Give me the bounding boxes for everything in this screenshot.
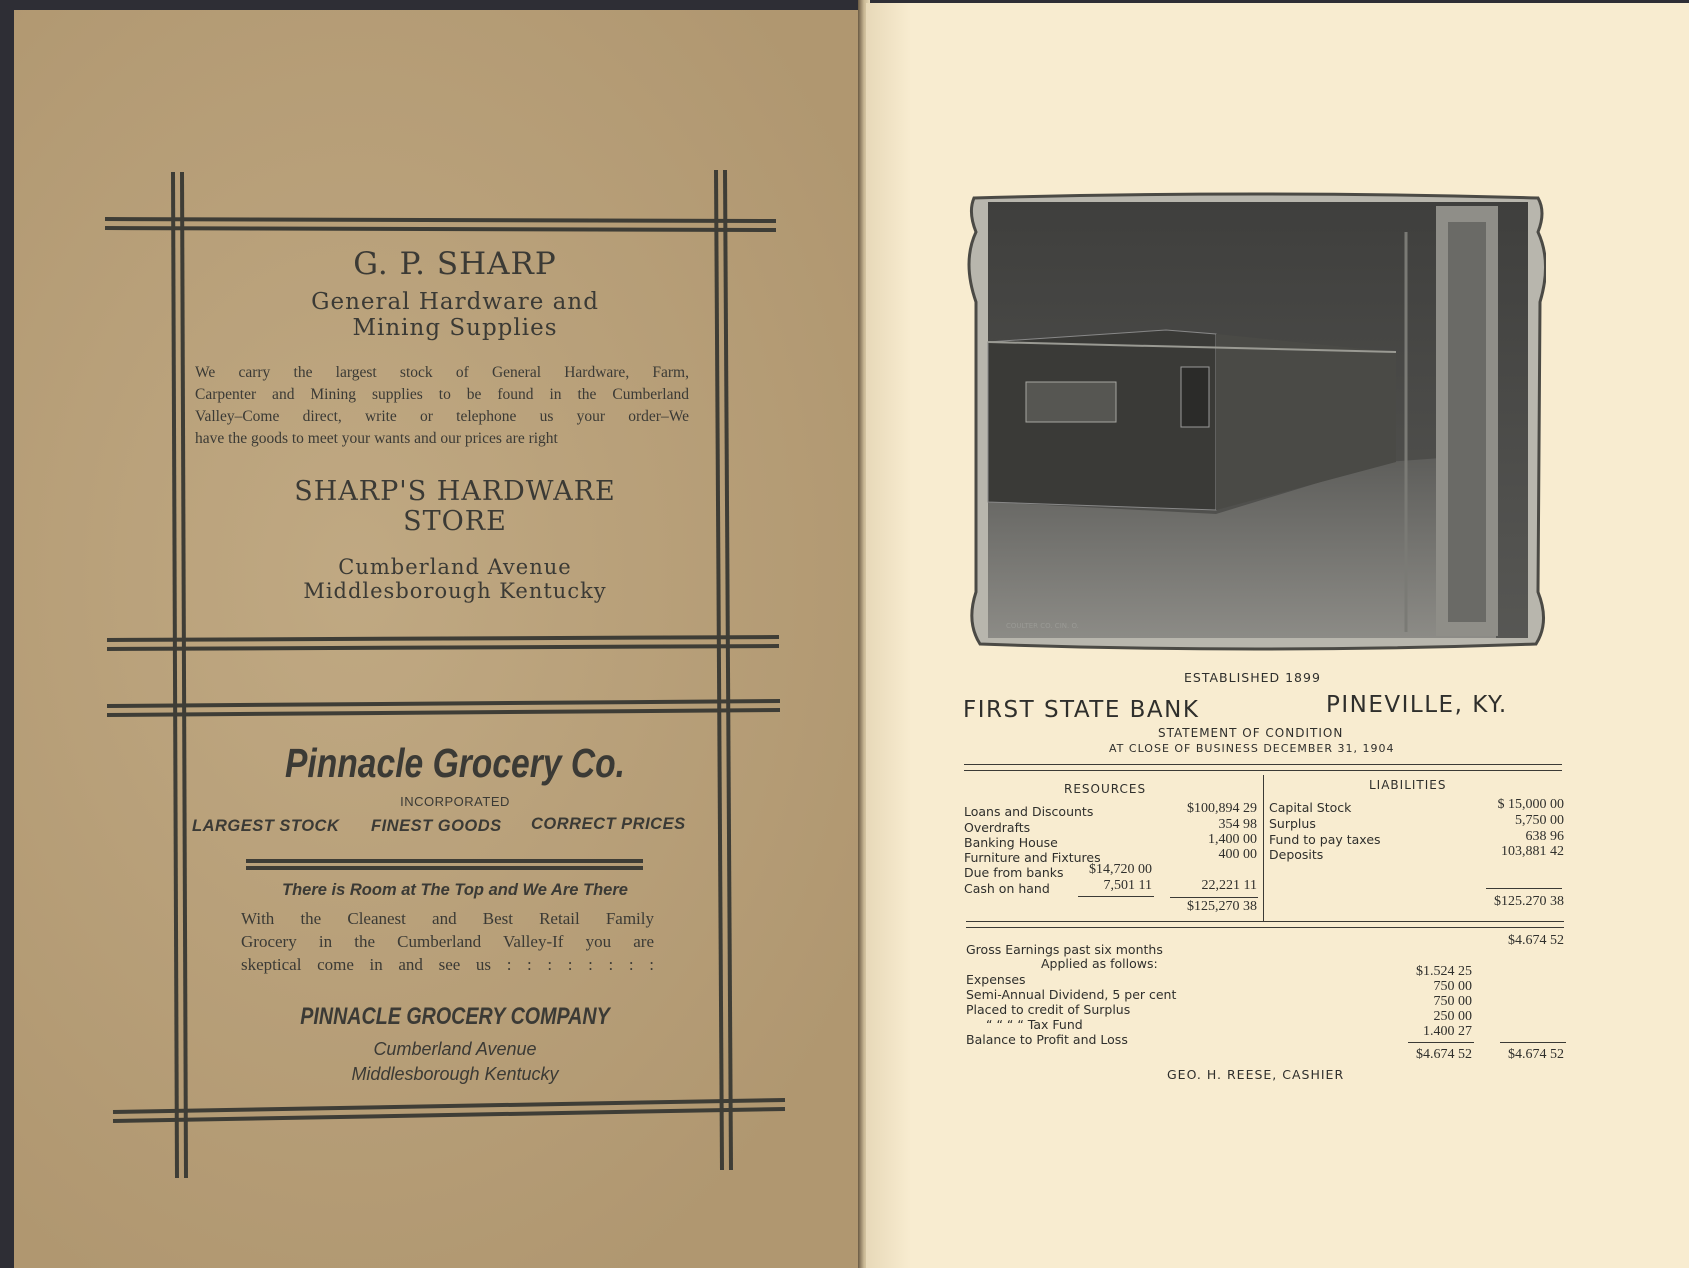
bank-established: ESTABLISHED 1899 <box>1184 670 1321 685</box>
liabilities-total-rule <box>1486 888 1562 889</box>
application-value: 750 00 <box>1433 979 1472 994</box>
table-column-divider <box>1263 775 1264 921</box>
sharp-address-1: Cumberland Avenue <box>338 555 572 579</box>
resource-label: Furniture and Fixtures <box>964 850 1101 865</box>
grocery-ad-title: Pinnacle Grocery Co. <box>284 740 626 786</box>
frame-top-rail-1 <box>105 219 776 221</box>
applications-total-rule <box>1408 1042 1474 1043</box>
frame-right-outer <box>725 170 731 1170</box>
bank-name: FIRST STATE BANK <box>963 697 1200 723</box>
grocery-company-name: PINNACLE GROCERY COMPANY <box>300 1003 610 1030</box>
sharp-store-name-2: STORE <box>403 506 507 537</box>
statement-title: STATEMENT OF CONDITION <box>1158 726 1344 740</box>
grocery-tagline: There is Room at The Top and We Are There <box>282 881 628 899</box>
liability-value: $ 15,000 00 <box>1497 797 1564 812</box>
grocery-incorporated: INCORPORATED <box>400 794 510 809</box>
cashier-signature-line: GEO. H. REESE, CASHIER <box>1167 1067 1345 1082</box>
frame-mid-rail-2 <box>107 646 779 649</box>
gross-total: $4.674 52 <box>1508 1047 1564 1062</box>
frame-left-outer <box>173 172 177 1178</box>
liabilities-header: LIABILITIES <box>1369 778 1447 792</box>
resource-label: Due from banks <box>964 865 1064 880</box>
sharp-ad-subtitle-1: General Hardware and <box>311 289 599 315</box>
resource-label: Cash on hand <box>964 881 1050 896</box>
frame-left-inner <box>182 172 186 1178</box>
resource-label: Loans and Discounts <box>964 804 1094 819</box>
subtotal-rule <box>1078 896 1154 897</box>
sharp-ad-body-line-4: have the goods to meet your wants and our prices are right <box>195 430 558 447</box>
sharp-ad-body-line-1: We carry the largest stock of General Hardware, Farm, <box>195 364 689 381</box>
bank-city: PINEVILLE, KY. <box>1326 692 1508 718</box>
grocery-slogan-3: CORRECT PRICES <box>531 815 686 833</box>
frame-top-rail-2 <box>105 228 776 230</box>
application-value: 750 00 <box>1433 994 1472 1009</box>
resource-subvalue: $14,720 00 <box>1089 862 1152 877</box>
earnings-top-rule-2 <box>966 927 1564 928</box>
grocery-slogan-1: LARGEST STOCK <box>192 817 340 835</box>
gross-total-rule <box>1500 1042 1566 1043</box>
liability-label: Surplus <box>1269 816 1316 831</box>
frame-mid-rail-3 <box>107 701 780 706</box>
application-label: “ “ “ “ Tax Fund <box>986 1017 1083 1032</box>
application-value: $1.524 25 <box>1416 964 1472 979</box>
grocery-slogan-2: FINEST GOODS <box>371 817 502 835</box>
resources-total-rule <box>1170 897 1258 898</box>
grocery-body-line-2: Grocery in the Cumberland Valley-If you are <box>241 932 654 951</box>
resource-value: 354 98 <box>1218 817 1257 832</box>
gross-earnings-value: $4.674 52 <box>1508 933 1564 948</box>
resource-label: Banking House <box>964 835 1058 850</box>
frame-mid-rail-1 <box>107 637 779 640</box>
grocery-address-1: Cumberland Avenue <box>373 1039 537 1059</box>
sharp-ad-subtitle-2: Mining Supplies <box>352 315 558 341</box>
applications-total: $4.674 52 <box>1416 1047 1472 1062</box>
application-value: 250 00 <box>1433 1009 1472 1024</box>
application-value: 1.400 27 <box>1423 1024 1472 1039</box>
sharp-ad-body-line-3: Valley–Come direct, write or telephone us your order–We <box>195 408 689 425</box>
application-label: Expenses <box>966 972 1026 987</box>
liability-label: Capital Stock <box>1269 800 1352 815</box>
gross-earnings-label: Gross Earnings past six months <box>966 942 1163 957</box>
liability-value: 5,750 00 <box>1515 813 1564 828</box>
grocery-body-line-1: With the Cleanest and Best Retail Family <box>241 909 654 928</box>
liability-value: 103,881 42 <box>1501 844 1564 859</box>
frame-mid-rail-4 <box>107 710 780 715</box>
liabilities-total: $125.270 38 <box>1494 894 1564 909</box>
application-label: Semi-Annual Dividend, 5 per cent <box>966 987 1177 1002</box>
bank-interior-photo <box>966 192 1546 652</box>
resources-total: $125,270 38 <box>1187 899 1257 914</box>
resource-label: Overdrafts <box>964 820 1031 835</box>
resources-header: RESOURCES <box>1064 782 1147 796</box>
sharp-ad-body-line-2: Carpenter and Mining supplies to be found in the Cumberland <box>195 386 689 403</box>
table-top-rule-1 <box>964 764 1562 765</box>
grocery-body-line-3: skeptical come in and see us : : : : : : : : <box>241 955 654 974</box>
sharp-ad-title: G. P. SHARP <box>353 246 557 282</box>
liability-value: 638 96 <box>1525 829 1564 844</box>
earnings-top-rule-1 <box>966 921 1564 922</box>
application-label: Balance to Profit and Loss <box>966 1032 1128 1047</box>
resource-value: 22,221 11 <box>1201 878 1257 893</box>
application-label: Placed to credit of Surplus <box>966 1002 1131 1017</box>
statement-date: AT CLOSE OF BUSINESS DECEMBER 31, 1904 <box>1109 742 1395 755</box>
grocery-address-2: Middlesborough Kentucky <box>351 1064 559 1084</box>
liability-label: Deposits <box>1269 847 1324 862</box>
photo-credit: COULTER CO. CIN. O. <box>1006 622 1079 630</box>
resource-value: 400 00 <box>1218 847 1257 862</box>
sharp-store-name-1: SHARP'S HARDWARE <box>294 476 616 507</box>
resource-value: 1,400 00 <box>1208 832 1257 847</box>
applied-as-follows: Applied as follows: <box>1041 956 1158 971</box>
resource-value: $100,894 29 <box>1187 801 1257 816</box>
table-top-rule-2 <box>964 770 1562 771</box>
resource-subvalue: 7,501 11 <box>1103 878 1152 893</box>
sharp-address-2: Middlesborough Kentucky <box>303 579 607 603</box>
liability-label: Fund to pay taxes <box>1269 832 1381 847</box>
